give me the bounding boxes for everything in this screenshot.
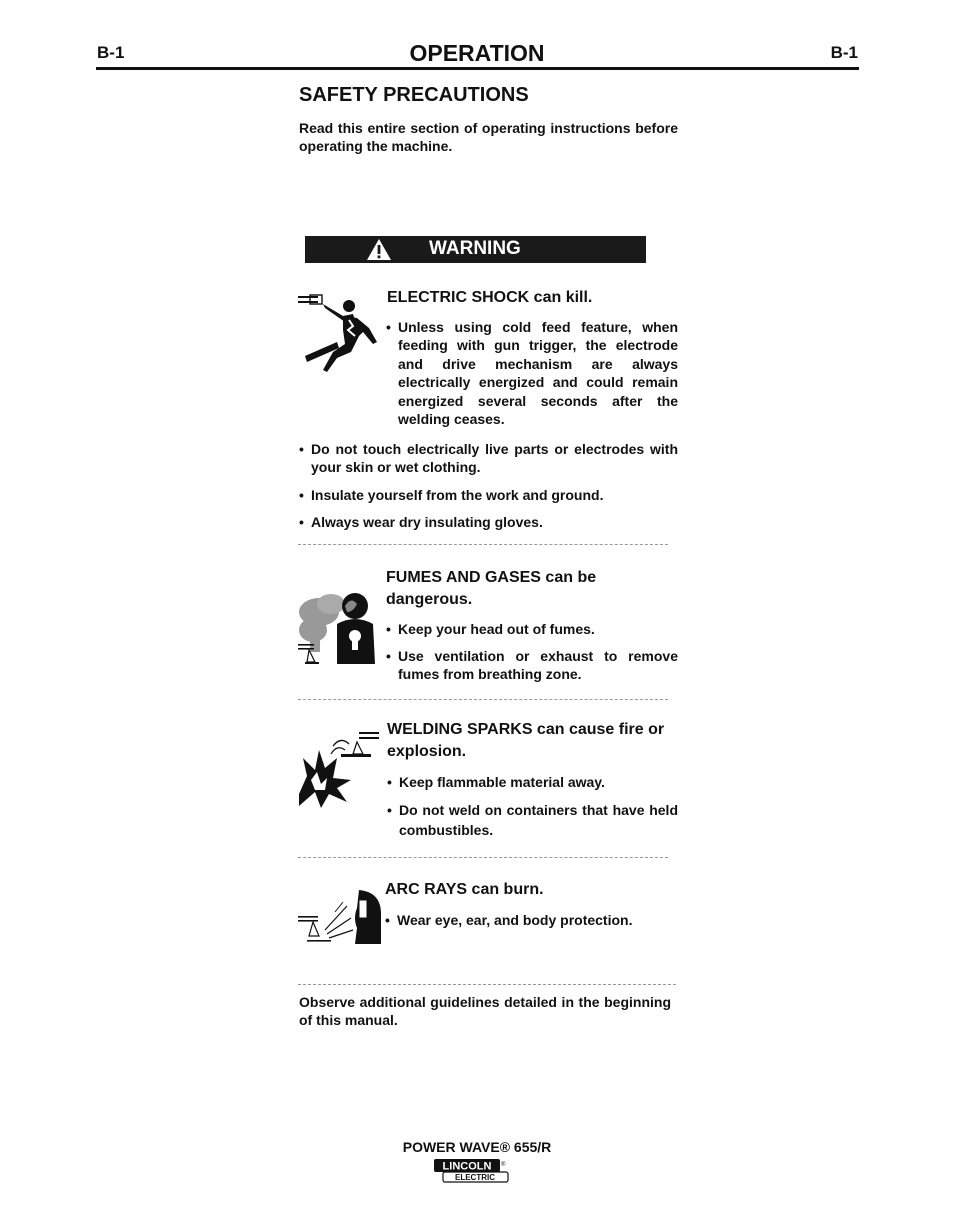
shock-bullet-4: • Always wear dry insulating gloves. xyxy=(299,514,543,530)
shock-bullet-2: • Do not touch electrically live parts or electrodes with your skin or wet clothing. xyxy=(299,441,678,475)
shock-bullet-3: • Insulate yourself from the work and ground. xyxy=(299,487,604,503)
section-divider xyxy=(298,699,668,700)
sparks-bullet-2: • Do not weld on containers that have held combustibles. xyxy=(387,802,678,838)
sparks-bullet-1: • Keep flammable material away. xyxy=(387,774,605,790)
section-divider xyxy=(298,544,668,545)
section-divider xyxy=(298,984,676,985)
fumes-icon xyxy=(297,590,383,666)
arc-heading: ARC RAYS can burn. xyxy=(385,881,544,898)
arc-bullet-1: • Wear eye, ear, and body protection. xyxy=(385,912,633,928)
section-divider xyxy=(298,857,668,858)
model-name: POWER WAVE® 655/R xyxy=(402,1139,552,1155)
page-number-right: B-1 xyxy=(830,43,858,62)
fumes-bullet-1: • Keep your head out of fumes. xyxy=(386,621,595,637)
lincoln-electric-logo xyxy=(434,1159,509,1183)
closing-text: Observe additional guidelines detailed in the beginning of this manual. xyxy=(299,994,671,1028)
electric-shock-icon xyxy=(297,292,383,374)
shock-heading: ELECTRIC SHOCK can kill. xyxy=(387,289,593,306)
fumes-bullet-2: • Use ventilation or exhaust to remove fumes from breathing zone. xyxy=(386,648,678,682)
logo-top-text: LINCOLN xyxy=(442,1160,492,1173)
warning-triangle-icon xyxy=(366,238,392,261)
section-title: SAFETY PRECAUTIONS xyxy=(299,84,529,106)
intro-text: Read this entire section of operating instructions before operating the machine. xyxy=(299,120,678,154)
shock-bullet-1: • Unless using cold feed feature, when feeding with gun trigger, the electrode and drive mechanism are always electrically energized and could remain energized several seconds after the welding ceases. xyxy=(386,319,678,428)
warning-label: WARNING xyxy=(429,238,521,259)
logo-registered-mark: ® xyxy=(501,1162,506,1168)
explosion-icon xyxy=(297,728,383,808)
page-title: OPERATION xyxy=(409,40,545,66)
header-rule xyxy=(96,67,859,70)
fumes-heading: FUMES AND GASES can be dangerous. xyxy=(386,569,597,608)
page-number-left: B-1 xyxy=(97,43,125,62)
arc-rays-icon xyxy=(297,888,383,946)
logo-bottom-text: ELECTRIC xyxy=(455,1173,495,1182)
sparks-heading: WELDING SPARKS can cause fire or explosion. xyxy=(387,721,665,760)
